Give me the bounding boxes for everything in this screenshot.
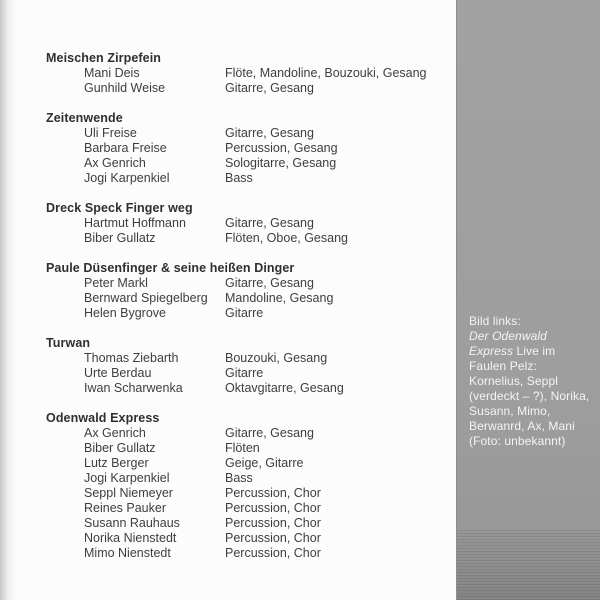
- member-row: [46, 501, 456, 516]
- member-row: [46, 531, 456, 546]
- member-instruments: Gitarre, Gesang: [225, 216, 314, 230]
- member-row: [46, 231, 456, 246]
- member-name: Thomas Ziebarth: [84, 351, 179, 365]
- member-row: [46, 381, 456, 396]
- member-instruments: Gitarre, Gesang: [225, 426, 314, 440]
- member-name: Urte Berdau: [84, 366, 152, 380]
- member-list: [46, 351, 456, 396]
- member-row: [46, 81, 456, 96]
- member-instruments: Bouzouki, Gesang: [225, 351, 328, 365]
- member-list: [46, 276, 456, 321]
- member-row: [46, 366, 456, 381]
- caption-line: [469, 434, 594, 449]
- member-row: [46, 426, 456, 441]
- band-name: Zeitenwende: [46, 111, 123, 125]
- caption-regular-text: (verdeckt – ?), Norika,: [469, 389, 590, 403]
- caption-line: [469, 404, 594, 419]
- member-instruments: Flöten, Oboe, Gesang: [225, 231, 348, 245]
- member-name: Biber Gullatz: [84, 441, 156, 455]
- scan-texture: [457, 530, 600, 600]
- member-name: Seppl Niemeyer: [84, 486, 173, 500]
- member-row: [46, 216, 456, 231]
- member-row: [46, 141, 456, 156]
- caption-regular-text: Susann, Mimo,: [469, 404, 551, 418]
- member-instruments: Gitarre, Gesang: [225, 126, 314, 140]
- member-instruments: Geige, Gitarre: [225, 456, 304, 470]
- member-instruments: Percussion, Chor: [225, 486, 321, 500]
- band-name: Turwan: [46, 336, 91, 350]
- caption-line: [469, 389, 594, 404]
- member-row: [46, 516, 456, 531]
- member-name: Mimo Nienstedt: [84, 546, 171, 560]
- member-list: [46, 426, 456, 561]
- member-instruments: Percussion, Chor: [225, 516, 321, 530]
- member-name: Bernward Spiegelberg: [84, 291, 208, 305]
- member-name: Mani Deis: [84, 66, 140, 80]
- member-name: Uli Freise: [84, 126, 137, 140]
- caption-regular-text: Bild links:: [469, 314, 521, 328]
- band-section: [46, 336, 456, 396]
- member-instruments: Percussion, Chor: [225, 501, 321, 515]
- caption-line: [469, 314, 594, 329]
- photo-caption-panel: [456, 0, 600, 600]
- member-name: Hartmut Hoffmann: [84, 216, 186, 230]
- member-instruments: Gitarre, Gesang: [225, 276, 314, 290]
- caption-regular-text: Live im: [513, 344, 556, 358]
- member-name: Barbara Freise: [84, 141, 167, 155]
- member-row: [46, 306, 456, 321]
- band-section: [46, 51, 456, 96]
- band-section: [46, 261, 456, 321]
- member-instruments: Gitarre: [225, 306, 264, 320]
- member-name: Reines Pauker: [84, 501, 166, 515]
- member-row: [46, 276, 456, 291]
- band-section: [46, 201, 456, 246]
- member-row: [46, 171, 456, 186]
- member-list: [46, 66, 456, 96]
- member-instruments: Flöten: [225, 441, 260, 455]
- member-name: Susann Rauhaus: [84, 516, 180, 530]
- member-row: [46, 66, 456, 81]
- member-row: [46, 471, 456, 486]
- member-name: Jogi Karpenkiel: [84, 171, 170, 185]
- caption-italic-text: Der Odenwald: [469, 329, 547, 343]
- member-name: Gunhild Weise: [84, 81, 166, 95]
- member-name: Norika Nienstedt: [84, 531, 177, 545]
- member-name: Ax Genrich: [84, 156, 146, 170]
- member-instruments: Gitarre, Gesang: [225, 81, 314, 95]
- member-instruments: Mandoline, Gesang: [225, 291, 334, 305]
- caption-regular-text: Kornelius, Seppl: [469, 374, 558, 388]
- caption-line: [469, 344, 594, 359]
- member-row: [46, 126, 456, 141]
- member-row: [46, 546, 456, 561]
- member-name: Iwan Scharwenka: [84, 381, 183, 395]
- band-name: Meischen Zirpefein: [46, 51, 162, 65]
- member-instruments: Bass: [225, 471, 253, 485]
- member-instruments: Percussion, Chor: [225, 546, 321, 560]
- member-name: Peter Markl: [84, 276, 148, 290]
- band-name: Dreck Speck Finger weg: [46, 201, 193, 215]
- band-name: Paule Düsenfinger & seine heißen Dinger: [46, 261, 295, 275]
- caption-line: [469, 359, 594, 374]
- member-name: Jogi Karpenkiel: [84, 471, 170, 485]
- member-name: Ax Genrich: [84, 426, 146, 440]
- member-name: Helen Bygrove: [84, 306, 166, 320]
- member-row: [46, 486, 456, 501]
- member-row: [46, 156, 456, 171]
- member-instruments: Percussion, Gesang: [225, 141, 338, 155]
- caption-italic-text: Express: [469, 344, 514, 358]
- member-list: [46, 216, 456, 246]
- band-section: [46, 411, 456, 561]
- member-instruments: Bass: [225, 171, 253, 185]
- member-row: [46, 441, 456, 456]
- member-instruments: Oktavgitarre, Gesang: [225, 381, 344, 395]
- member-instruments: Flöte, Mandoline, Bouzouki, Gesang: [225, 66, 427, 80]
- band-name: Odenwald Express: [46, 411, 160, 425]
- caption-regular-text: (Foto: unbekannt): [469, 434, 566, 448]
- member-name: Lutz Berger: [84, 456, 149, 470]
- caption-regular-text: Faulen Pelz:: [469, 359, 537, 373]
- caption-line: [469, 419, 594, 434]
- band-section: [46, 111, 456, 186]
- member-instruments: Gitarre: [225, 366, 264, 380]
- caption-regular-text: Berwanrd, Ax, Mani: [469, 419, 575, 433]
- member-row: [46, 351, 456, 366]
- member-instruments: Percussion, Chor: [225, 531, 321, 545]
- member-name: Biber Gullatz: [84, 231, 156, 245]
- member-instruments: Sologitarre, Gesang: [225, 156, 337, 170]
- photo-caption: [469, 314, 594, 449]
- member-list: [46, 126, 456, 186]
- member-row: [46, 456, 456, 471]
- member-row: [46, 291, 456, 306]
- caption-line: [469, 329, 594, 344]
- caption-line: [469, 374, 594, 389]
